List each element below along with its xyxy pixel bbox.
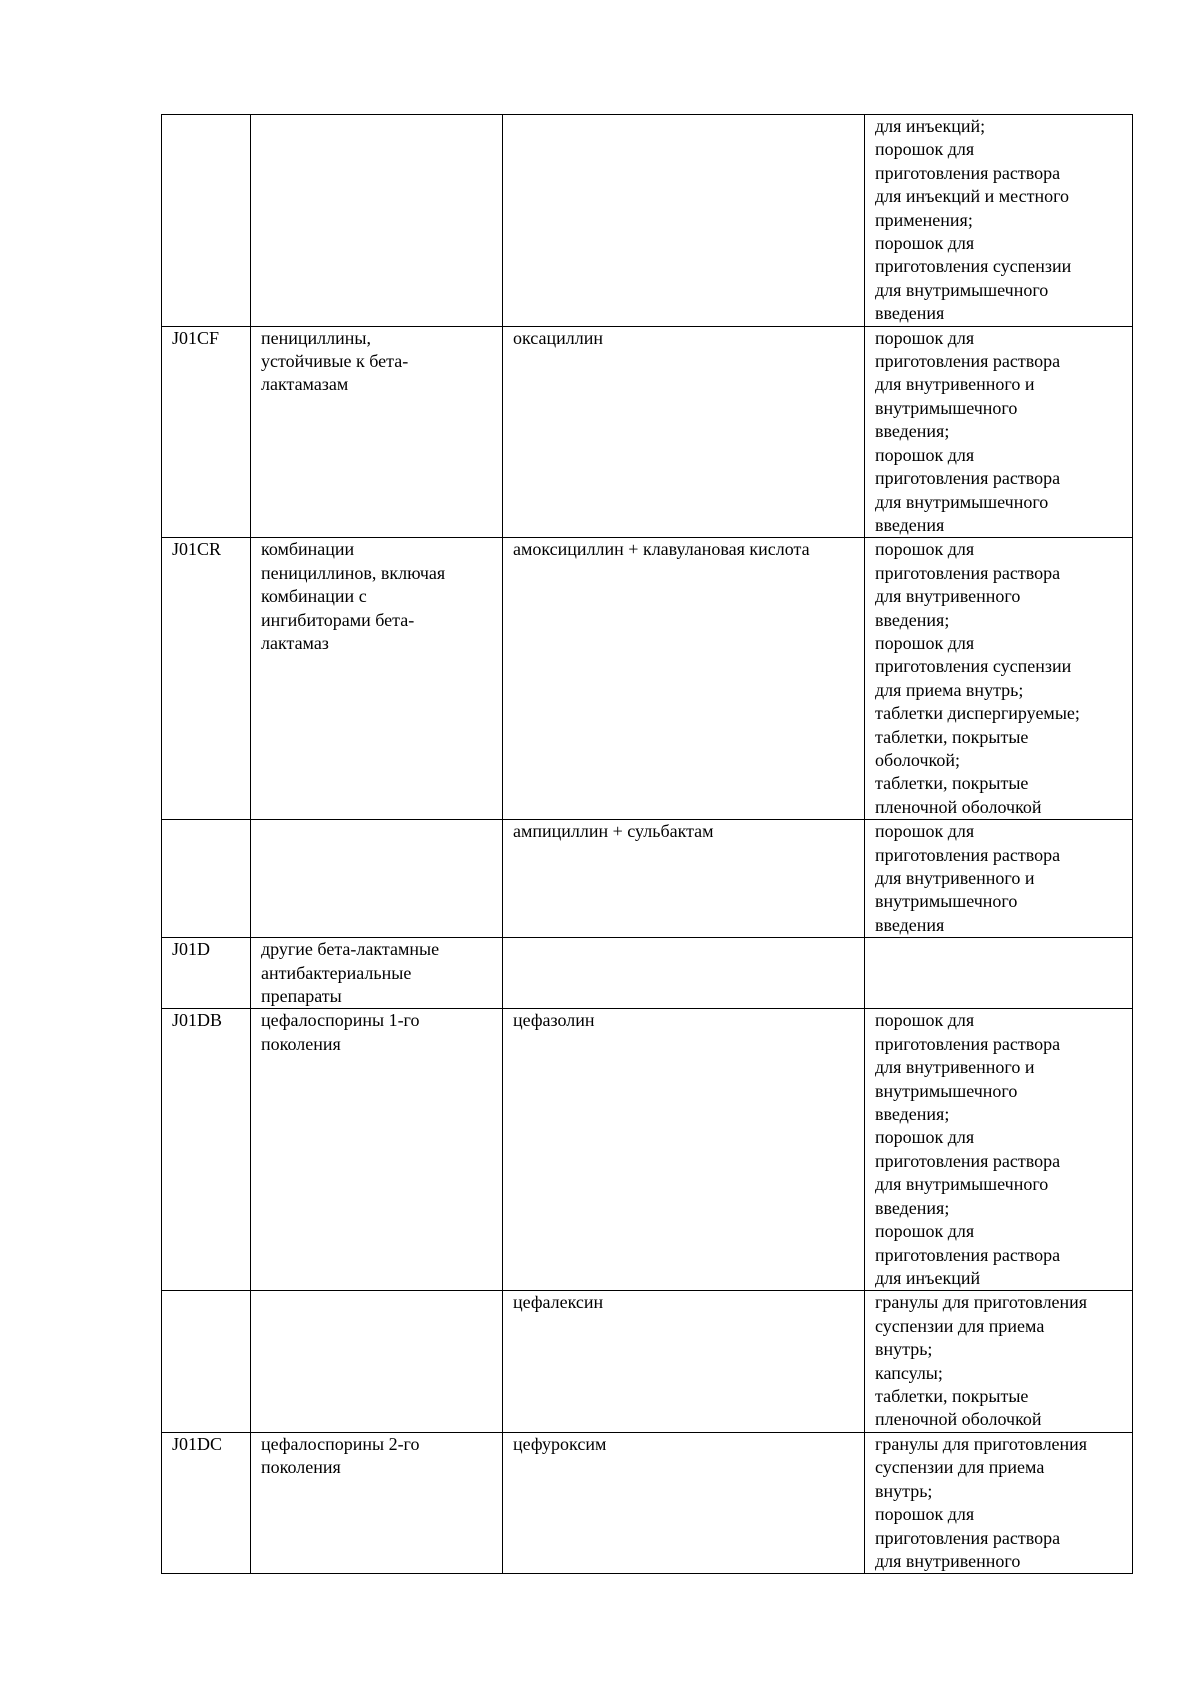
drug-group-cell: цефалоспорины 2-го поколения — [251, 1432, 503, 1573]
atc-code-cell: J01DB — [162, 1009, 251, 1291]
drug-group-cell: цефалоспорины 1-го поколения — [251, 1009, 503, 1291]
drug-group-cell: комбинации пенициллинов, включая комбинации с ингибиторами бета- лактамаз — [251, 538, 503, 820]
substance-cell: цефуроксим — [503, 1432, 865, 1573]
dosage-forms-cell: для инъекций; порошок для приготовления раствора для инъекций и местного применения; порошок для приготовления суспензии для внутримышечного введения — [865, 115, 1133, 327]
atc-code-cell: J01D — [162, 938, 251, 1009]
substance-cell: цефалексин — [503, 1291, 865, 1432]
dosage-forms-cell: порошок для приготовления раствора для внутривенного и внутримышечного введения; порошок для приготовления раствора для внутримышечного введения — [865, 326, 1133, 538]
table-row — [162, 115, 1133, 327]
table-row — [162, 1291, 1133, 1432]
drug-group-cell — [251, 1291, 503, 1432]
table-row — [162, 1009, 1133, 1291]
dosage-forms-cell: порошок для приготовления раствора для внутривенного и внутримышечного введения; порошок для приготовления раствора для внутримышечного введения; порошок для приготовления раствора для инъекций — [865, 1009, 1133, 1291]
drug-group-cell: другие бета-лактамные антибактериальные препараты — [251, 938, 503, 1009]
drug-group-cell — [251, 115, 503, 327]
dosage-forms-cell: порошок для приготовления раствора для внутривенного введения; порошок для приготовления суспензии для приема внутрь; таблетки диспергируемые; таблетки, покрытые оболочкой; таблетки, покрытые пленочной оболочкой — [865, 538, 1133, 820]
atc-code-cell: J01DC — [162, 1432, 251, 1573]
substance-cell: цефазолин — [503, 1009, 865, 1291]
dosage-forms-cell: гранулы для приготовления суспензии для приема внутрь; капсулы; таблетки, покрытые пленочной оболочкой — [865, 1291, 1133, 1432]
substance-cell — [503, 115, 865, 327]
atc-code-cell: J01CF — [162, 326, 251, 538]
table-row — [162, 326, 1133, 538]
atc-code-cell: J01CR — [162, 538, 251, 820]
substance-cell: оксациллин — [503, 326, 865, 538]
table-row — [162, 820, 1133, 938]
table-row — [162, 938, 1133, 1009]
table-row — [162, 538, 1133, 820]
dosage-forms-cell: гранулы для приготовления суспензии для приема внутрь; порошок для приготовления раствора для внутривенного — [865, 1432, 1133, 1573]
substance-cell: ампициллин + сульбактам — [503, 820, 865, 938]
dosage-forms-cell: порошок для приготовления раствора для внутривенного и внутримышечного введения — [865, 820, 1133, 938]
substance-cell: амоксициллин + клавулановая кислота — [503, 538, 865, 820]
atc-code-cell — [162, 115, 251, 327]
drug-group-cell — [251, 820, 503, 938]
substance-cell — [503, 938, 865, 1009]
atc-code-cell — [162, 820, 251, 938]
atc-code-cell — [162, 1291, 251, 1432]
drug-group-cell: пенициллины, устойчивые к бета- лактамазам — [251, 326, 503, 538]
drug-table — [161, 114, 1133, 1574]
table-row — [162, 1432, 1133, 1573]
dosage-forms-cell — [865, 938, 1133, 1009]
